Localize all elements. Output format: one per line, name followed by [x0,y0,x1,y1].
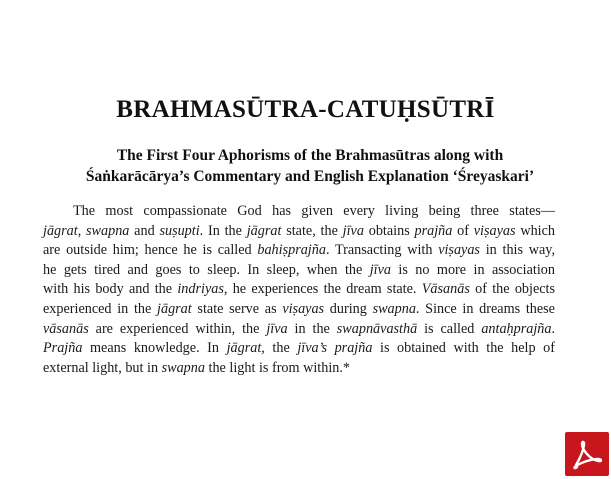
text-run: external light, but in [43,359,162,376]
italic-term: jāgrat [157,300,192,317]
text-run: during [324,300,373,317]
italic-term: Vāsanās [421,281,470,298]
subtitle-line-2: Śaṅkarācārya’s Commentary and English Explanation ‘Śreyaskari’ [85,168,535,185]
italic-term: swapna [372,300,416,317]
text-run: he gets tired and goes to sleep. In sleep, when the [43,261,370,278]
italic-term: antaḥprajña [481,320,552,337]
text-run: . [551,320,556,337]
italic-term: swapna [86,222,130,239]
text-run: of the objects [469,281,556,298]
text-run: means knowledge. In [82,340,227,357]
text-run: the light is from within.* [204,359,350,376]
text-run: obtains [363,222,415,239]
paragraph-line [43,280,555,300]
italic-term: swapna [161,359,205,376]
paragraph-line [43,222,555,242]
italic-term: indriyas [177,281,224,298]
text-run: , the [261,340,298,357]
text-run: and [129,222,160,239]
italic-term: jāgrat [43,222,78,239]
text-run: is no more in association [391,261,555,278]
paragraph-line [43,339,555,359]
italic-term: swapnāvasthā [336,320,418,337]
italic-term: viṣayas [438,242,480,259]
document-subtitle [45,145,575,187]
italic-term: jāgrat [226,340,262,357]
italic-term: jīva [342,222,364,239]
italic-term: viṣayas [282,300,325,317]
text-run: with his body and the [43,281,178,298]
text-run: , [77,222,87,239]
text-run: in the [287,320,337,337]
paragraph-line [43,261,555,281]
italic-term: prajña [414,222,453,239]
italic-term: jāgrat [246,222,282,239]
text-run: which [515,222,555,239]
paragraph-line [43,300,555,320]
paragraph-line [43,359,555,379]
subtitle-line-1: The First Four Aphorisms of the Brahmasūtras along with [116,147,504,164]
text-run: is obtained with the help of [372,340,555,357]
text-run: , he experiences the dream state. [223,281,422,298]
document-title: BRAHMASŪTRA-CATUḤSŪTRĪ [116,96,495,123]
text-run: The most compassionate God has given every living being three states— [73,203,555,219]
italic-term: jīva [266,320,288,337]
acrobat-logo-glyph [565,432,609,476]
acrobat-pdf-icon[interactable] [565,432,609,476]
body-paragraph [43,202,555,378]
italic-term: vāsanās [43,320,89,337]
paragraph-line [43,241,555,261]
italic-term: viṣayas [473,222,516,239]
text-run: of [452,222,474,239]
paragraph-line [43,202,555,222]
text-run: are experienced within, the [88,320,267,337]
text-run: state serve as [191,300,283,317]
text-run: . Transacting with [325,242,439,259]
italic-term: jīva [369,261,391,278]
text-run: experienced in the [43,300,158,317]
text-run: state, the [281,222,343,239]
text-run: are outside him; hence he is called [43,242,258,259]
text-run: is called [417,320,482,337]
text-run: . Since in dreams these [415,300,555,317]
italic-term: suṣupti [159,222,200,239]
text-run: in this way, [479,242,556,259]
italic-term: jīva’s prajña [297,340,373,357]
text-run: . In the [199,222,247,239]
italic-term: bahiṣprajña [257,242,326,259]
paragraph-line [43,320,555,340]
italic-term: Prajña [43,340,83,357]
